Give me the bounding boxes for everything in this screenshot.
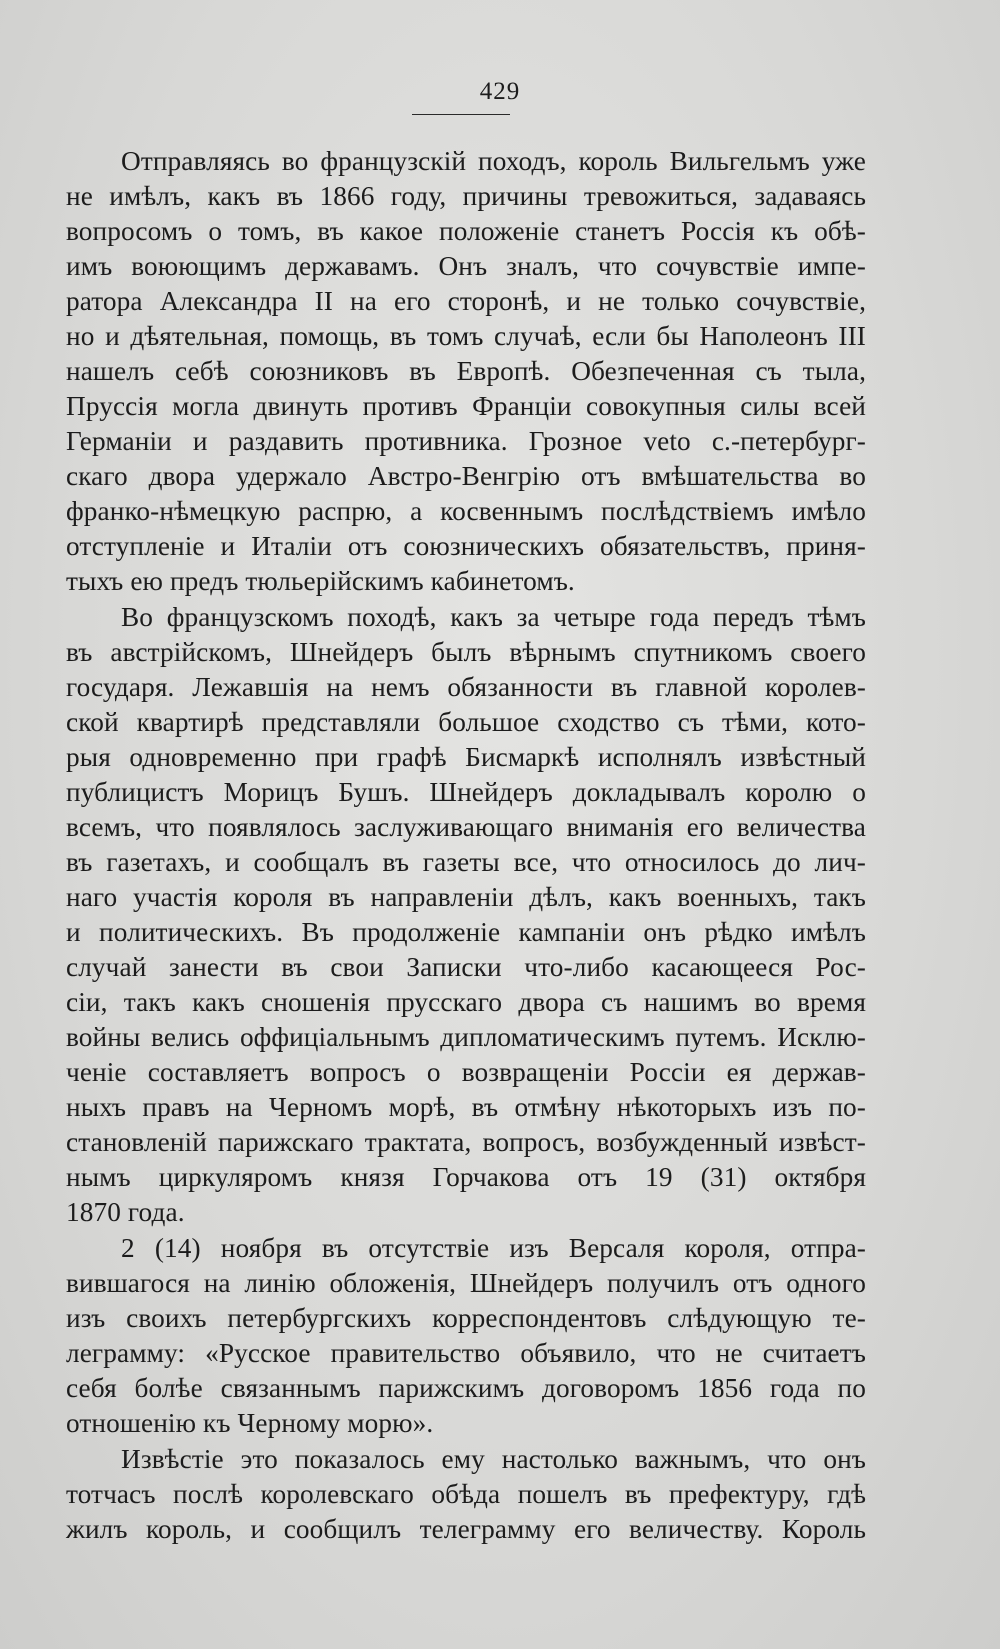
text-line: вившагося на линію обложенія, Шнейдеръ получилъ отъ одного — [66, 1268, 866, 1298]
text-line: отступленіе и Италіи отъ союзническихъ обязательствъ, приня- — [66, 531, 866, 561]
text-line: жилъ король, и сообщилъ телеграмму его величеству. Король — [66, 1514, 866, 1544]
text-line: тыхъ ею предъ тюльерійскимъ кабинетомъ. — [66, 566, 575, 596]
text-line: войны велись оффиціальнымъ дипломатическимъ путемъ. Исклю- — [66, 1022, 866, 1052]
text-line: государя. Лежавшія на немъ обязанности въ главной королев- — [66, 672, 866, 702]
text-line: нашелъ себѣ союзниковъ въ Европѣ. Обезпеченная съ тыла, — [66, 356, 866, 386]
text-line: ской квартирѣ представляли большое сходство съ тѣми, кото- — [66, 707, 866, 737]
text-line: и политическихъ. Въ продолженіе кампаніи онъ рѣдко имѣлъ — [66, 917, 866, 947]
paragraph-3 — [66, 1231, 866, 1441]
text-line: 2 (14) ноября въ отсутствіе изъ Версаля короля, отпра- — [121, 1233, 866, 1263]
text-line: сіи, такъ какъ сношенія прусскаго двора съ нашимъ во время — [66, 987, 866, 1017]
text-line: Германіи и раздавить противника. Грозное veto с.-петербург- — [66, 426, 866, 456]
text-line: ченіе составляетъ вопросъ о возвращеніи Россіи ея держав- — [66, 1057, 866, 1087]
text-line: себя болѣе связаннымъ парижскимъ договоромъ 1856 года по — [66, 1373, 866, 1403]
text-line: имъ воюющимъ державамъ. Онъ зналъ, что сочувствіе импе- — [66, 251, 866, 281]
text-line: вопросомъ о томъ, въ какое положеніе станетъ Россія къ обѣ- — [66, 216, 866, 246]
text-line: Извѣстіе это показалось ему настолько важнымъ, что онъ — [121, 1444, 866, 1474]
paragraph-2 — [66, 600, 866, 1230]
text-line: становленій парижскаго трактата, вопросъ, возбужденный извѣст- — [66, 1127, 866, 1157]
text-line: леграмму: «Русское правительство объявило, что не считаетъ — [66, 1338, 866, 1368]
text-body — [66, 144, 866, 1547]
text-line: скаго двора удержало Австро-Венгрію отъ вмѣшательства во — [66, 461, 866, 491]
header-rule — [412, 114, 510, 115]
text-line: ныхъ правъ на Черномъ морѣ, въ отмѣну нѣкоторыхъ изъ по- — [66, 1092, 866, 1122]
text-line: франко-нѣмецкую распрю, а косвеннымъ послѣдствіемъ имѣло — [66, 496, 866, 526]
text-line: наго участія короля въ направленіи дѣлъ, какъ военныхъ, такъ — [66, 882, 866, 912]
text-line: не имѣлъ, какъ въ 1866 году, причины тревожиться, задаваясь — [66, 181, 866, 211]
text-line: Отправляясь во французскій походъ, король Вильгельмъ уже — [121, 146, 866, 176]
page-number: 429 — [479, 78, 521, 105]
text-line: Во французскомъ походѣ, какъ за четыре года передъ тѣмъ — [121, 602, 866, 632]
paragraph-1 — [66, 144, 866, 599]
text-line: 1870 года. — [66, 1197, 185, 1227]
page-header — [0, 78, 1000, 110]
text-line: всемъ, что появлялось заслуживающаго вниманія его величества — [66, 812, 866, 842]
text-line: но и дѣятельная, помощь, въ томъ случаѣ, если бы Наполеонъ III — [66, 321, 866, 351]
text-line: тотчасъ послѣ королевскаго обѣда пошелъ въ префектуру, гдѣ — [66, 1479, 866, 1509]
text-line: рыя одновременно при графѣ Бисмаркѣ исполнялъ извѣстный — [66, 742, 866, 772]
text-line: въ австрійскомъ, Шнейдеръ былъ вѣрнымъ спутникомъ своего — [66, 637, 866, 667]
text-line: нымъ циркуляромъ князя Горчакова отъ 19 (31) октября — [66, 1162, 866, 1192]
text-line: изъ своихъ петербургскихъ корреспондентовъ слѣдующую те- — [66, 1303, 866, 1333]
text-line: въ газетахъ, и сообщалъ въ газеты все, что относилось до лич- — [66, 847, 866, 877]
paragraph-4 — [66, 1442, 866, 1547]
text-line: Пруссія могла двинуть противъ Франціи совокупныя силы всей — [66, 391, 866, 421]
text-line: публицистъ Морицъ Бушъ. Шнейдеръ докладывалъ королю о — [66, 777, 866, 807]
text-line: отношенію къ Черному морю». — [66, 1408, 434, 1438]
text-line: ратора Александра II на его сторонѣ, и не только сочувствіе, — [66, 286, 866, 316]
text-line: случай занести въ свои Записки что-либо касающееся Рос- — [66, 952, 866, 982]
